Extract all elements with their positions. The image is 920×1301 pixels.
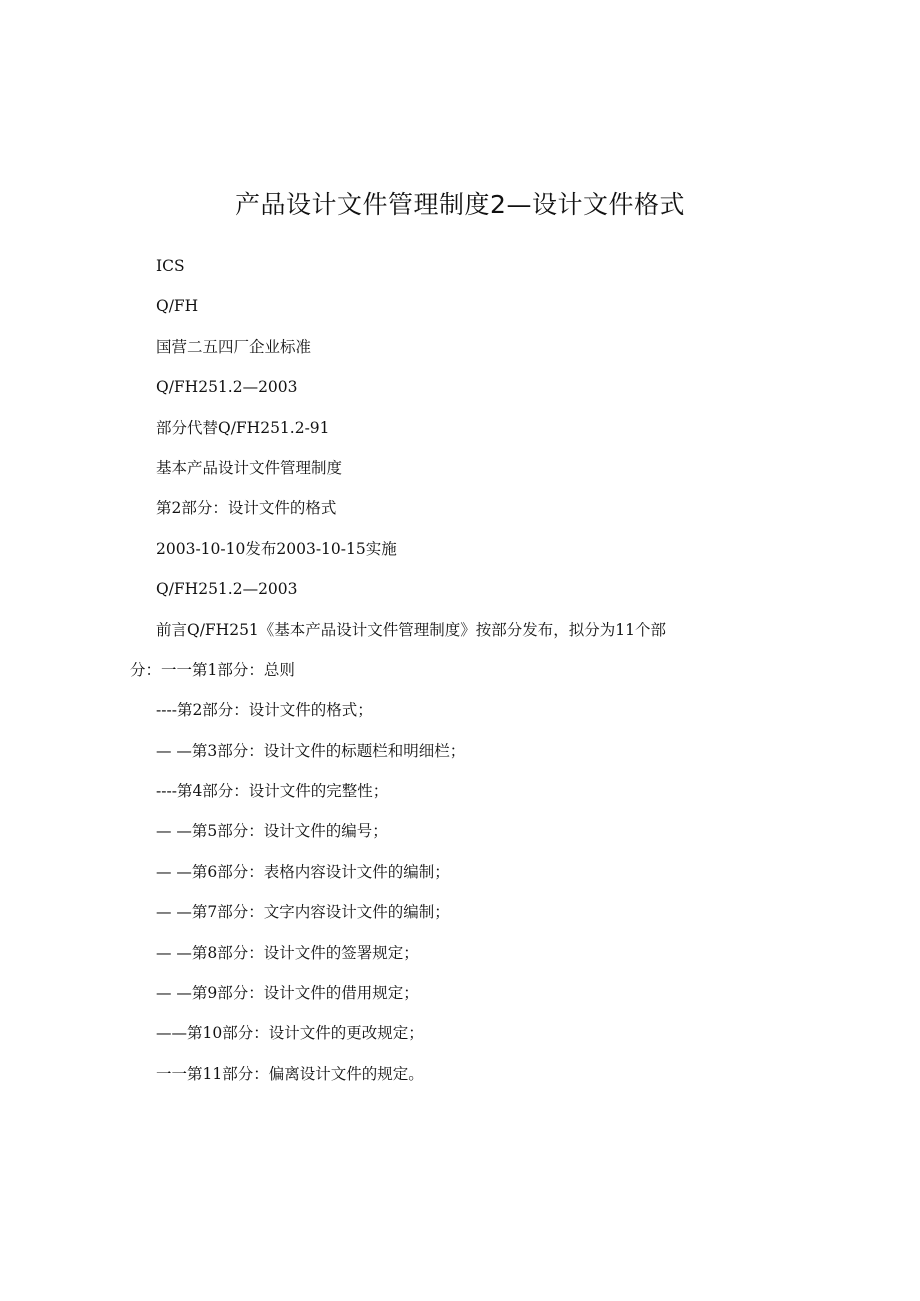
list-item-part-11: 一一第11部分：偏离设计文件的规定。 bbox=[156, 1064, 424, 1083]
text-line-dates: 2003-10-10发布2003-10-15实施 bbox=[156, 539, 397, 558]
text-line-preface-continued: 分：一一第1部分：总则 bbox=[130, 660, 295, 679]
list-item-part-5: — —第5部分：设计文件的编号； bbox=[156, 822, 388, 841]
list-item-part-2: ----第2部分：设计文件的格式； bbox=[156, 701, 373, 720]
list-item-part-6: — —第6部分：表格内容设计文件的编制； bbox=[156, 862, 450, 881]
list-item-part-10: ——第10部分：设计文件的更改规定； bbox=[156, 1024, 424, 1043]
list-item-part-4: ----第4部分：设计文件的完整性； bbox=[156, 782, 389, 801]
text-line-system-name: 基本产品设计文件管理制度 bbox=[156, 458, 343, 477]
text-line-standard-number-repeat: Q/FH251.2—2003 bbox=[156, 580, 298, 599]
text-line-qfh: Q/FH bbox=[156, 297, 199, 316]
list-item-part-7: — —第7部分：文字内容设计文件的编制； bbox=[156, 903, 450, 922]
list-item-part-9: — —第9部分：设计文件的借用规定； bbox=[156, 984, 419, 1003]
document-body bbox=[0, 252, 920, 1100]
document-title: 产品设计文件管理制度2—设计文件格式 bbox=[235, 190, 685, 219]
text-line-enterprise-standard: 国营二五四厂企业标准 bbox=[156, 337, 312, 356]
text-line-preface: 前言Q/FH251《基本产品设计文件管理制度》按部分发布，拟分为11个部 bbox=[156, 620, 667, 639]
text-line-standard-number: Q/FH251.2—2003 bbox=[156, 378, 298, 397]
list-item-part-8: — —第8部分：设计文件的签署规定； bbox=[156, 943, 419, 962]
text-line-ics: ICS bbox=[156, 257, 185, 275]
list-item-part-3: — —第3部分：设计文件的标题栏和明细栏； bbox=[156, 741, 466, 760]
text-line-part-title: 第2部分：设计文件的格式 bbox=[156, 499, 337, 518]
text-line-replaces: 部分代替Q/FH251.2-91 bbox=[156, 418, 330, 437]
